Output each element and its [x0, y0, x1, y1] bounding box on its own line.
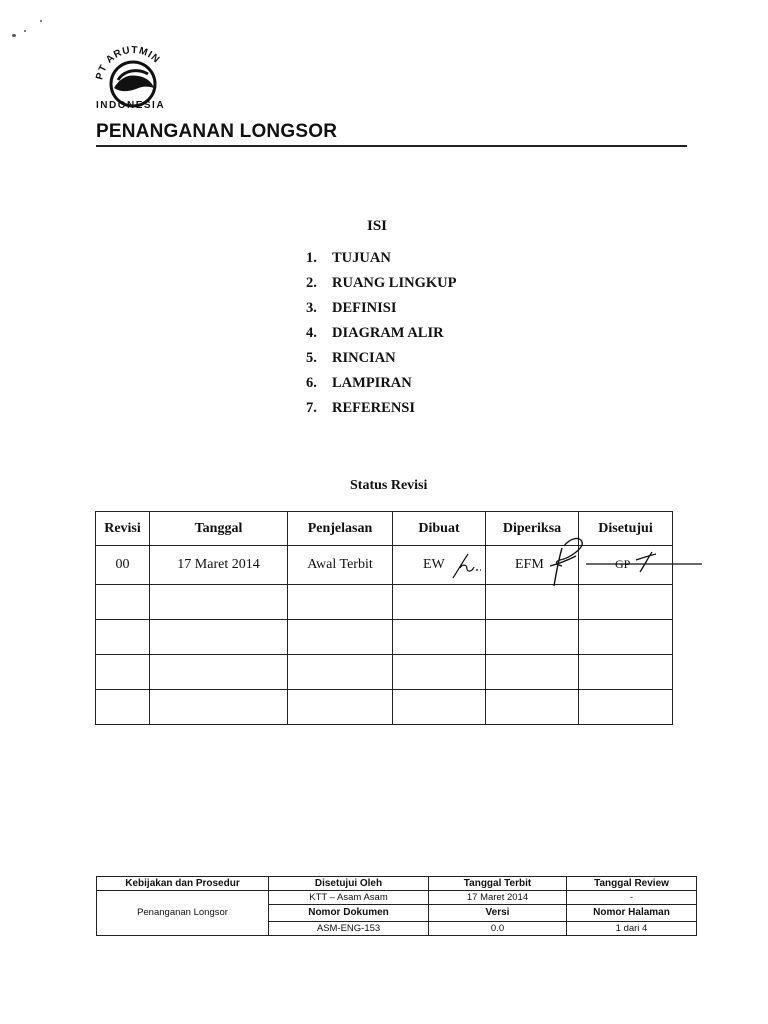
revision-table: [95, 511, 673, 725]
contents-item-number: 7.: [306, 400, 317, 416]
table-row: [96, 585, 673, 620]
contents-item: [306, 400, 456, 425]
contents-item: [306, 350, 456, 375]
logo-country-text: INDONESIA: [96, 100, 166, 111]
cell-tanggal: 17 Maret 2014: [150, 546, 288, 585]
column-header-diperiksa: Diperiksa: [486, 512, 579, 546]
column-header-revisi: Revisi: [96, 512, 150, 546]
table-row: [96, 655, 673, 690]
version-label: Versi: [429, 905, 567, 922]
document-control-table: [96, 876, 697, 936]
column-header-penjelasan: Penjelasan: [288, 512, 393, 546]
disetujui-initials: GP: [615, 557, 631, 571]
review-date-label: Tanggal Review: [567, 877, 697, 891]
contents-item: [306, 250, 456, 275]
contents-item-number: 2.: [306, 275, 317, 291]
cell-revisi: 00: [96, 546, 150, 585]
document-name: Penanganan Longsor: [97, 891, 269, 936]
contents-list: [306, 250, 456, 425]
contents-item-number: 1.: [306, 250, 317, 266]
contents-item: [306, 275, 456, 300]
contents-item-label: RUANG LINGKUP: [332, 275, 457, 291]
dibuat-initials: EW: [423, 557, 445, 572]
table-row: [97, 891, 697, 905]
cell-dibuat: [393, 546, 486, 585]
cell-diperiksa: [486, 546, 579, 585]
document-title: PENANGANAN LONGSOR: [96, 121, 338, 142]
contents-item: [306, 325, 456, 350]
contents-heading: ISI: [367, 218, 388, 234]
version-value: 0.0: [429, 922, 567, 936]
contents-item: [306, 300, 456, 325]
column-header-dibuat: Dibuat: [393, 512, 486, 546]
doc-number-label: Nomor Dokumen: [269, 905, 429, 922]
contents-item-number: 5.: [306, 350, 317, 366]
contents-item-label: LAMPIRAN: [332, 375, 412, 391]
table-row: [96, 546, 673, 585]
contents-item-label: RINCIAN: [332, 350, 396, 366]
scan-speck: [24, 30, 26, 32]
page-label: Nomor Halaman: [567, 905, 697, 922]
table-row: [96, 690, 673, 725]
contents-item-number: 4.: [306, 325, 317, 341]
diperiksa-initials: EFM: [515, 557, 544, 572]
contents-item-number: 3.: [306, 300, 317, 316]
page-value: 1 dari 4: [567, 922, 697, 936]
contents-item-label: DEFINISI: [332, 300, 397, 316]
scan-speck: [12, 34, 16, 37]
scan-speck: [40, 20, 42, 22]
table-row: [97, 877, 697, 891]
approved-by-value: KTT – Asam Asam: [269, 891, 429, 905]
table-header-row: [96, 512, 673, 546]
contents-item-number: 6.: [306, 375, 317, 391]
review-date-value: -: [567, 891, 697, 905]
contents-item: [306, 375, 456, 400]
column-header-disetujui: Disetujui: [579, 512, 673, 546]
approved-by-label: Disetujui Oleh: [269, 877, 429, 891]
contents-item-label: DIAGRAM ALIR: [332, 325, 444, 341]
issue-date-label: Tanggal Terbit: [429, 877, 567, 891]
doc-number-value: ASM-ENG-153: [269, 922, 429, 936]
title-divider: [96, 145, 687, 147]
policy-label: Kebijakan dan Prosedur: [97, 877, 269, 891]
issue-date-value: 17 Maret 2014: [429, 891, 567, 905]
logo-company-text: PT ARUTMIN: [94, 44, 163, 81]
table-row: [96, 620, 673, 655]
column-header-tanggal: Tanggal: [150, 512, 288, 546]
cell-disetujui: [579, 546, 673, 585]
cell-penjelasan: Awal Terbit: [288, 546, 393, 585]
contents-item-label: REFERENSI: [332, 400, 415, 416]
revision-status-heading: Status Revisi: [350, 478, 428, 493]
contents-item-label: TUJUAN: [332, 250, 391, 266]
